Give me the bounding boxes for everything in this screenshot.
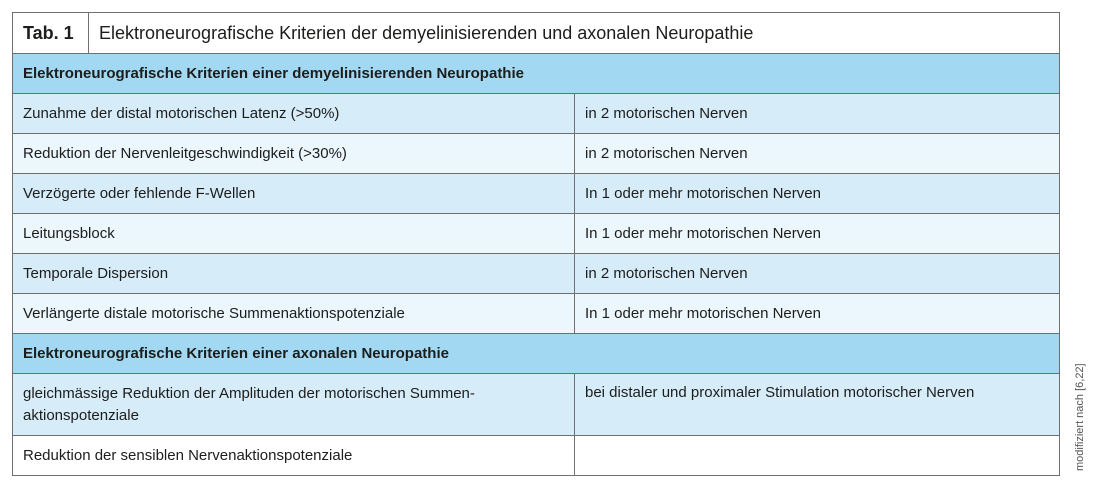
value-cell: bei distaler und proximaler Stimulation motorischer Nerven bbox=[585, 384, 975, 401]
section-header-demyelinating: Elektroneurografische Kriterien einer demyelinisierenden Neuropathie bbox=[12, 54, 1060, 94]
value-cell: in 2 motorischen Nerven bbox=[585, 104, 748, 122]
table-row bbox=[12, 374, 1060, 436]
criterion-cell: Temporale Dispersion bbox=[13, 254, 575, 293]
criterion-cell: Verzögerte oder fehlende F-Wellen bbox=[13, 174, 575, 213]
table-row bbox=[12, 214, 1060, 254]
value-cell: In 1 oder mehr motorischen Nerven bbox=[585, 184, 821, 202]
table-row bbox=[12, 174, 1060, 214]
section-header-axonal: Elektroneurografische Kriterien einer axonalen Neuropathie bbox=[12, 334, 1060, 374]
table-number: Tab. 1 bbox=[13, 13, 89, 53]
value-cell: In 1 oder mehr motorischen Nerven bbox=[585, 224, 821, 242]
criterion-cell: Reduktion der Nervenleitgeschwindigkeit (>30%) bbox=[13, 134, 575, 173]
table-row bbox=[12, 134, 1060, 174]
table-title: Elektroneurografische Kriterien der demyelinisierenden und axonalen Neuropathie bbox=[99, 22, 754, 43]
criterion-cell: Reduktion der sensiblen Nervenaktionspotenziale bbox=[13, 436, 575, 475]
criterion-cell: Zunahme der distal motorischen Latenz (>50%) bbox=[13, 94, 575, 133]
source-note: modifiziert nach [6,22] bbox=[1074, 363, 1086, 471]
table-row bbox=[12, 254, 1060, 294]
value-cell bbox=[575, 436, 1059, 475]
table-row bbox=[12, 94, 1060, 134]
criterion-cell: gleichmässige Reduktion der Amplituden der motorischen Summen- aktionspotenziale bbox=[13, 374, 575, 435]
table bbox=[12, 12, 1060, 476]
table-header bbox=[12, 12, 1060, 54]
value-cell: In 1 oder mehr motorischen Nerven bbox=[585, 304, 821, 322]
criterion-cell: Verlängerte distale motorische Summenaktionspotenziale bbox=[13, 294, 575, 333]
criterion-cell: Leitungsblock bbox=[13, 214, 575, 253]
value-cell: in 2 motorischen Nerven bbox=[585, 144, 748, 162]
table-row bbox=[12, 436, 1060, 476]
value-cell: in 2 motorischen Nerven bbox=[585, 264, 748, 282]
table-row bbox=[12, 294, 1060, 334]
